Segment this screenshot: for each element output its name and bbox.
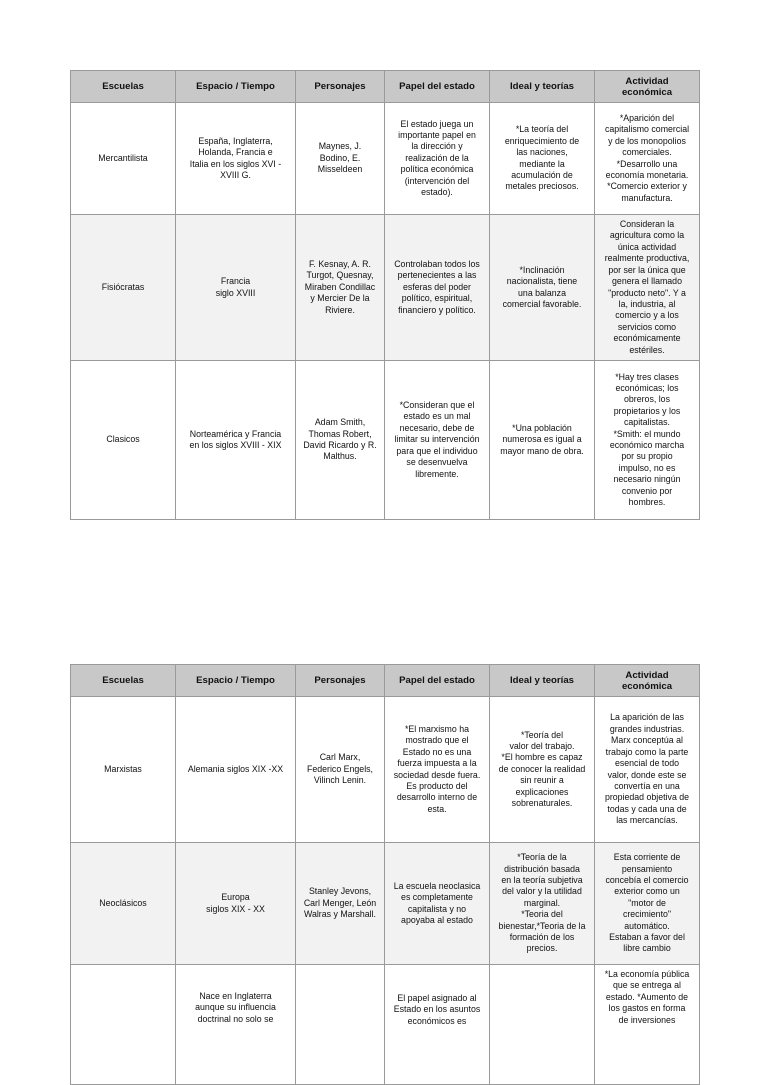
table-row: [71, 215, 700, 361]
cell-ideal: *Teoría de la distribución basada en la teoría subjetiva del valor y la utilidad marginal. *Teoria del bienestar,*Teoria de la formación de los precios.: [490, 843, 595, 965]
cell-escuela: Marxistas: [71, 697, 176, 843]
cell-personajes: [296, 965, 385, 1085]
cell-papel: *El marxismo ha mostrado que el Estado no es una fuerza impuesta a la sociedad desde fuera. Es producto del desarrollo interno de esta.: [385, 697, 490, 843]
table-row: [71, 361, 700, 520]
cell-espacio: España, Inglaterra, Holanda, Francia e Italia en los siglos XVI - XVIII G.: [176, 103, 296, 215]
cell-actividad: Esta corriente de pensamiento concebía el comercio exterior como un "motor de crecimiento" automático. Estaban a favor del libre cambio: [595, 843, 700, 965]
cell-actividad: *Aparición del capitalismo comercial y de los monopolios comerciales. *Desarrollo una economía monetaria. *Comercio exterior y manufactura.: [595, 103, 700, 215]
cell-personajes: Adam Smith, Thomas Robert, David Ricardo y R. Malthus.: [296, 361, 385, 520]
cell-ideal: *Teoría del valor del trabajo. *El hombre es capaz de conocer la realidad sin reunir a explicaciones sobrenaturales.: [490, 697, 595, 843]
cell-personajes: Carl Marx, Federico Engels, Vilinch Lenin.: [296, 697, 385, 843]
header-escuelas: Escuelas: [71, 71, 176, 103]
cell-actividad: *Hay tres clases económicas; los obreros, los propietarios y los capitalistas. *Smith: el mundo económico marcha por su propio impulso, no es necesario ningún convenio por hombres.: [595, 361, 700, 520]
table-row: [71, 697, 700, 843]
header-espacio-tiempo: Espacio / Tiempo: [176, 665, 296, 697]
cell-papel: El papel asignado al Estado en los asuntos económicos es: [385, 965, 490, 1085]
cell-papel: La escuela neoclasica es completamente capitalista y no apoyaba al estado: [385, 843, 490, 965]
cell-papel: Controlaban todos los pertenecientes a las esferas del poder político, espiritual, financiero y político.: [385, 215, 490, 361]
cell-escuela: [71, 965, 176, 1085]
header-ideal-teorias: Ideal y teorías: [490, 665, 595, 697]
table-row: [71, 843, 700, 965]
table-row: [71, 103, 700, 215]
cell-espacio: Norteamérica y Francia en los siglos XVIII - XIX: [176, 361, 296, 520]
header-actividad-economica: Actividad económica: [595, 665, 700, 697]
cell-personajes: Stanley Jevons, Carl Menger, León Walras y Marshall.: [296, 843, 385, 965]
cell-personajes: Maynes, J. Bodino, E. Misseldeen: [296, 103, 385, 215]
cell-ideal: *La teoría del enriquecimiento de las naciones, mediante la acumulación de metales preciosos.: [490, 103, 595, 215]
header-personajes: Personajes: [296, 71, 385, 103]
cell-personajes: F. Kesnay, A. R. Turgot, Quesnay, Miraben Condillac y Mercier De la Riviere.: [296, 215, 385, 361]
cell-actividad: Consideran la agricultura como la única actividad realmente productiva, por ser la única que genera el llamado "producto neto". Y a la, industria, al comercio y a los servicios como económicamente estériles.: [595, 215, 700, 361]
cell-espacio: Nace en Inglaterra aunque su influencia doctrinal no solo se: [176, 965, 296, 1085]
cell-espacio: Alemania siglos XIX -XX: [176, 697, 296, 843]
cell-papel: *Consideran que el estado es un mal necesario, debe de limitar su intervención para que el individuo se desenvuelva libremente.: [385, 361, 490, 520]
cell-espacio: Europa siglos XIX - XX: [176, 843, 296, 965]
header-espacio-tiempo: Espacio / Tiempo: [176, 71, 296, 103]
cell-ideal: *Una población numerosa es igual a mayor mano de obra.: [490, 361, 595, 520]
schools-table-1: [70, 70, 700, 520]
cell-escuela: Neoclásicos: [71, 843, 176, 965]
table-row: [71, 965, 700, 1085]
cell-escuela: Fisiócratas: [71, 215, 176, 361]
header-actividad-economica: Actividad económica: [595, 71, 700, 103]
cell-papel: El estado juega un importante papel en la dirección y realización de la política económica (intervención del estado).: [385, 103, 490, 215]
cell-ideal: [490, 965, 595, 1085]
cell-actividad: *La economía pública que se entrega al estado. *Aumento de los gastos en forma de inversiones: [595, 965, 700, 1085]
header-personajes: Personajes: [296, 665, 385, 697]
table-header-row: [71, 71, 700, 103]
table-header-row: [71, 665, 700, 697]
header-papel-estado: Papel del estado: [385, 71, 490, 103]
cell-escuela: Clasicos: [71, 361, 176, 520]
cell-ideal: *Inclinación nacionalista, tiene una balanza comercial favorable.: [490, 215, 595, 361]
cell-escuela: Mercantilista: [71, 103, 176, 215]
cell-espacio: Francia siglo XVIII: [176, 215, 296, 361]
schools-table-2: [70, 664, 700, 1085]
header-papel-estado: Papel del estado: [385, 665, 490, 697]
header-escuelas: Escuelas: [71, 665, 176, 697]
cell-actividad: La aparición de las grandes industrias. Marx conceptúa al trabajo como la parte esencial de todo valor, donde este se convertía en una propiedad objetiva de todas y cada una de las mercancías.: [595, 697, 700, 843]
header-ideal-teorias: Ideal y teorías: [490, 71, 595, 103]
